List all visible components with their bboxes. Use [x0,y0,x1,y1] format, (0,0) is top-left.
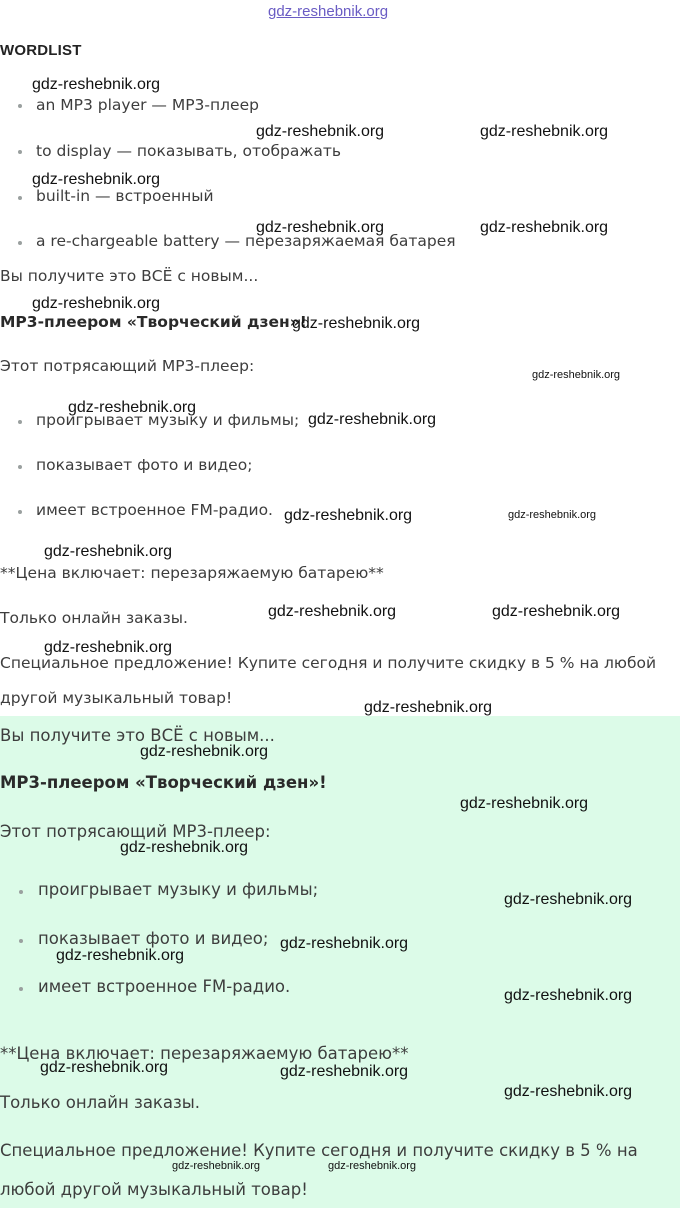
bullet-icon [18,150,22,154]
watermark: gdz-reshebnik.org [480,219,609,236]
ad-price-note: **Цена включает: перезаряжаемую батарею** [0,564,384,582]
watermark: gdz-reshebnik.org [308,411,437,428]
watermark: gdz-reshebnik.org [280,935,409,952]
watermark: gdz-reshebnik.org [120,839,249,856]
watermark: gdz-reshebnik.org [32,171,161,188]
bullet-icon [18,104,22,108]
watermark: gdz-reshebnik.org [504,1083,633,1100]
highlight-offer-line: Специальное предложение! Купите сегодня и получите скидку в 5 % на [0,1141,638,1160]
highlight-online-note: Только онлайн заказы. [0,1093,201,1112]
wordlist-item: to display — показывать, отображать [36,142,342,160]
wordlist-item: built-in — встроенный [36,187,214,205]
bullet-icon [19,987,23,991]
watermark: gdz-reshebnik.org [68,399,197,416]
watermark: gdz-reshebnik.org [172,1160,261,1172]
highlight-offer-line: любой другой музыкальный товар! [0,1180,308,1199]
wordlist-item: a re-chargeable battery — перезаряжаемая батарея [36,232,456,250]
watermark: gdz-reshebnik.org [364,699,493,716]
ad-feature: имеет встроенное FM-радио. [36,501,273,519]
highlight-lead: Этот потрясающий МР3-плеер: [0,822,271,841]
ad-offer-line: другой музыкальный товар! [0,689,233,707]
watermark: gdz-reshebnik.org [508,509,597,521]
watermark: gdz-reshebnik.org [32,295,161,312]
watermark: gdz-reshebnik.org [292,315,421,332]
watermark: gdz-reshebnik.org [504,891,633,908]
ad-intro: Вы получите это ВСЁ с новым... [0,267,259,285]
watermark: gdz-reshebnik.org [40,1059,169,1076]
watermark: gdz-reshebnik.org [460,795,589,812]
highlight-intro: Вы получите это ВСЁ с новым... [0,726,275,745]
highlight-product-title: МР3-плеером «Творческий дзен»! [0,773,327,792]
site-link[interactable]: gdz-reshebnik.org [268,3,389,20]
ad-product-title: МР3-плеером «Творческий дзен»! [0,313,307,331]
bullet-icon [18,196,22,200]
watermark: gdz-reshebnik.org [480,123,609,140]
bullet-icon [18,241,22,245]
highlight-feature: проигрывает музыку и фильмы; [38,880,319,899]
watermark: gdz-reshebnik.org [256,219,385,236]
watermark: gdz-reshebnik.org [284,507,413,524]
ad-feature: показывает фото и видео; [36,456,253,474]
watermark: gdz-reshebnik.org [268,603,397,620]
bullet-icon [18,420,22,424]
ad-feature: проигрывает музыку и фильмы; [36,411,300,429]
ad-lead: Этот потрясающий МР3-плеер: [0,357,255,375]
watermark: gdz-reshebnik.org [280,1063,409,1080]
wordlist-item: an MP3 player — МР3-плеер [36,96,259,114]
bullet-icon [18,510,22,514]
highlight-feature: показывает фото и видео; [38,929,269,948]
watermark: gdz-reshebnik.org [492,603,621,620]
bullet-icon [19,890,23,894]
watermark: gdz-reshebnik.org [56,947,185,964]
bullet-icon [18,465,22,469]
ad-online-note: Только онлайн заказы. [0,609,188,627]
watermark: gdz-reshebnik.org [256,123,385,140]
highlight-feature: имеет встроенное FM-радио. [38,977,291,996]
watermark: gdz-reshebnik.org [44,639,173,656]
watermark: gdz-reshebnik.org [504,987,633,1004]
highlight-price-note: **Цена включает: перезаряжаемую батарею** [0,1044,409,1063]
watermark: gdz-reshebnik.org [32,76,161,93]
ad-offer-line: Специальное предложение! Купите сегодня и получите скидку в 5 % на любой [0,654,657,672]
wordlist-heading: WORDLIST [0,42,82,59]
watermark: gdz-reshebnik.org [328,1160,417,1172]
watermark: gdz-reshebnik.org [140,743,269,760]
bullet-icon [19,939,23,943]
watermark: gdz-reshebnik.org [532,369,621,381]
watermark: gdz-reshebnik.org [44,543,173,560]
